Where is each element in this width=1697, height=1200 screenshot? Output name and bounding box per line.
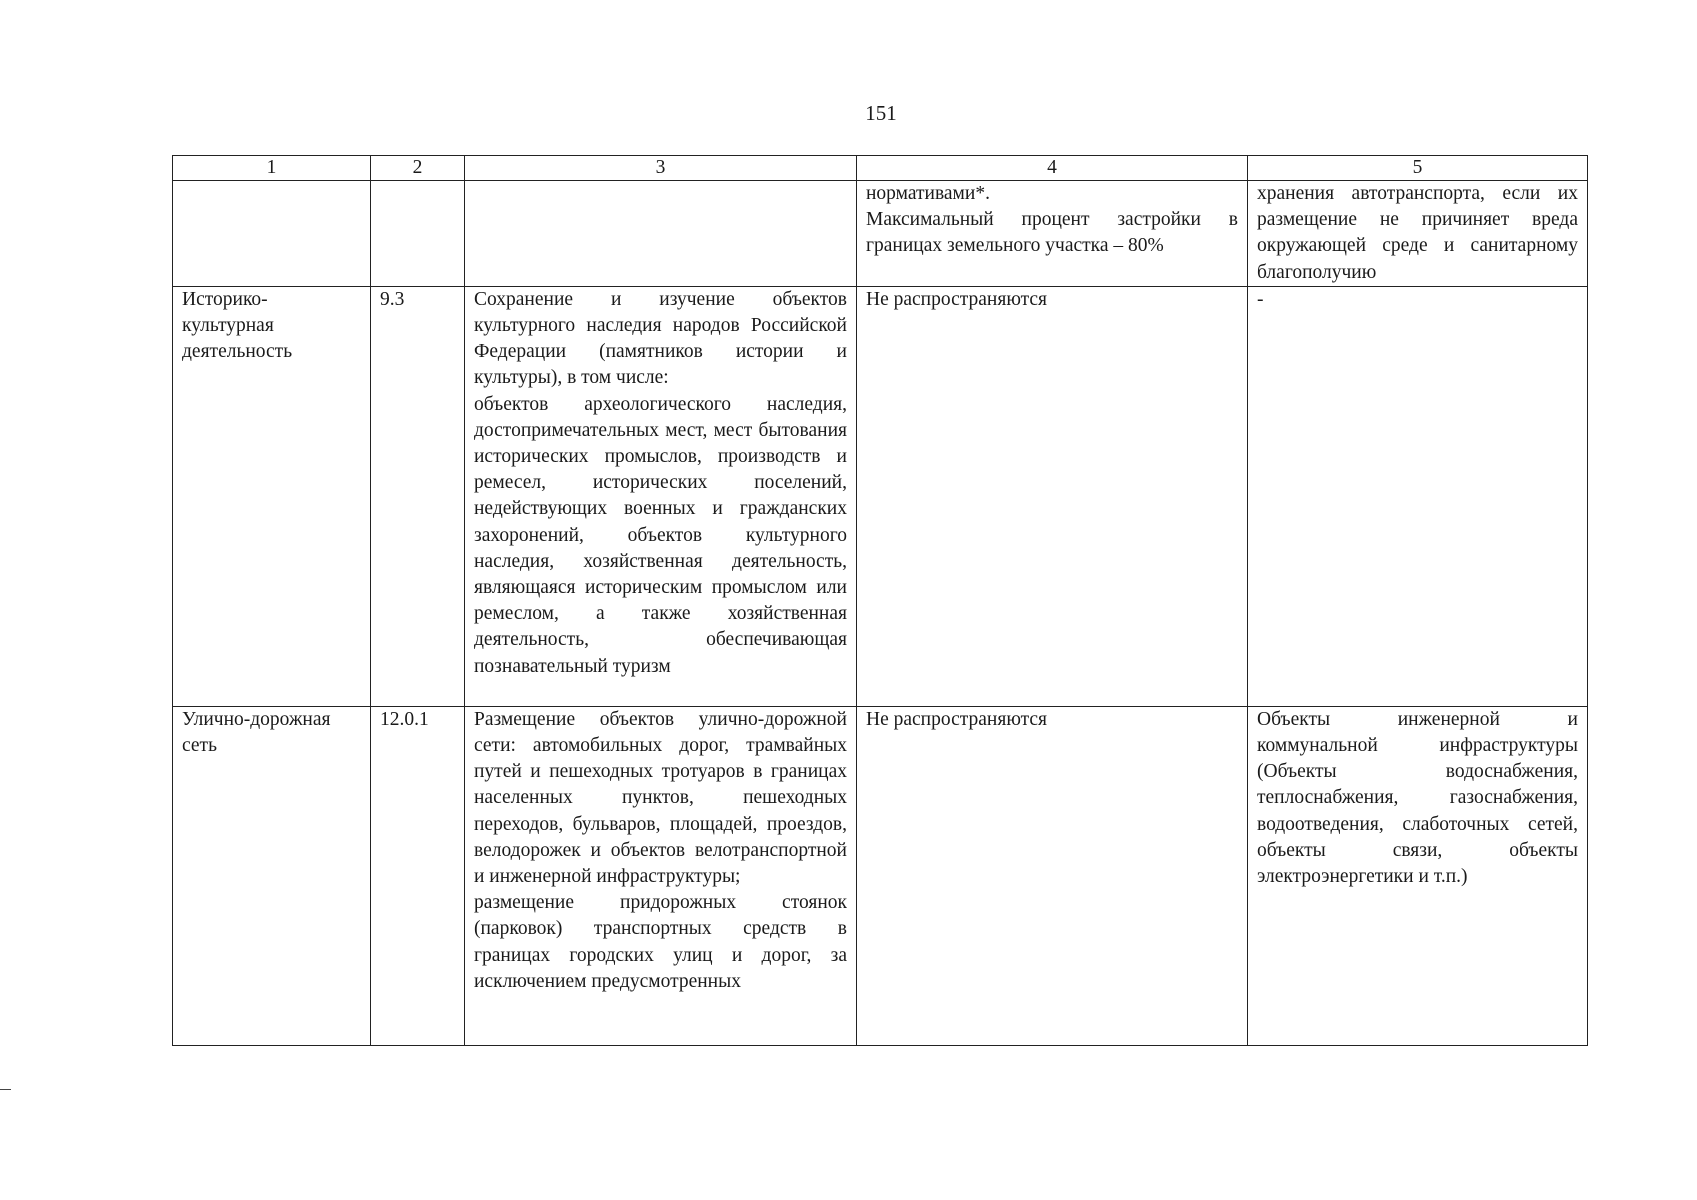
description-cell — [465, 181, 857, 287]
scan-edge-mark — [0, 1089, 11, 1090]
use-restrictions: - — [1257, 288, 1264, 310]
regulations-table — [172, 155, 1588, 1046]
table-row — [173, 181, 1588, 287]
column-header-5: 5 — [1248, 156, 1588, 181]
use-description: Размещение объектов улично-дорожной сети: автомобильных дорог, трамвайных путей и пешеходных тротуаров в границах населенных пунктов, пешеходных переходов, бульваров, площадей, проездов, велодорожек и объектов велотранспортной и инженерной инфраструктуры; размещение придорожных стоянок (парковок) транспортных средств в границах городских улиц и дорог, за исключением предусмотренных — [474, 708, 847, 992]
use-code-cell — [371, 286, 465, 706]
table-header-row — [173, 156, 1588, 181]
use-code: 9.3 — [380, 288, 405, 310]
restrictions-cell — [1248, 286, 1588, 706]
description-cell — [465, 706, 857, 1045]
column-header-3: 3 — [465, 156, 857, 181]
use-restrictions: хранения автотранспорта, если их размещение не причиняет вреда окружающей среде и санитарному благополучию — [1257, 183, 1578, 283]
use-parameters: Не распространяются — [866, 708, 1048, 730]
use-code: 12.0.1 — [380, 708, 429, 730]
restrictions-cell — [1248, 706, 1588, 1045]
column-header-4: 4 — [857, 156, 1248, 181]
use-name-cell — [173, 181, 371, 287]
use-restrictions: Объекты инженерной и коммунальной инфраструктуры (Объекты водоснабжения, теплоснабжения, газоснабжения, водоотведения, слаботочных сетей, объекты связи, объекты электроэнергетики и т.п.) — [1257, 708, 1578, 888]
use-parameters: нормативами*. Максимальный процент застройки в границах земельного участка – 80% — [866, 183, 1238, 257]
use-name-cell — [173, 706, 371, 1045]
parameters-cell — [857, 181, 1248, 287]
parameters-cell — [857, 286, 1248, 706]
use-description: Сохранение и изучение объектов культурного наследия народов Российской Федерации (памятников истории и культуры), в том числе: объектов археологического наследия, достопримечательных мест, мест бытования исторических промыслов, производств и ремесел, исторических поселений, недействующих военных и гражданских захоронений, объектов культурного наследия, хозяйственная деятельность, являющаяся историческим промыслом или ремеслом, а также хозяйственная деятельность, обеспечивающая познавательный туризм — [474, 288, 847, 677]
page-number: 151 — [865, 101, 897, 125]
column-header-1: 1 — [173, 156, 371, 181]
table-row — [173, 706, 1588, 1045]
use-parameters: Не распространяются — [866, 288, 1048, 310]
description-cell — [465, 286, 857, 706]
parameters-cell — [857, 706, 1248, 1045]
column-header-2: 2 — [371, 156, 465, 181]
table-row — [173, 286, 1588, 706]
use-code-cell — [371, 181, 465, 287]
use-code-cell — [371, 706, 465, 1045]
use-name: Историко- культурная деятельность — [182, 288, 293, 363]
use-name: Улично-дорожная сеть — [182, 708, 331, 757]
restrictions-cell — [1248, 181, 1588, 287]
use-name-cell — [173, 286, 371, 706]
